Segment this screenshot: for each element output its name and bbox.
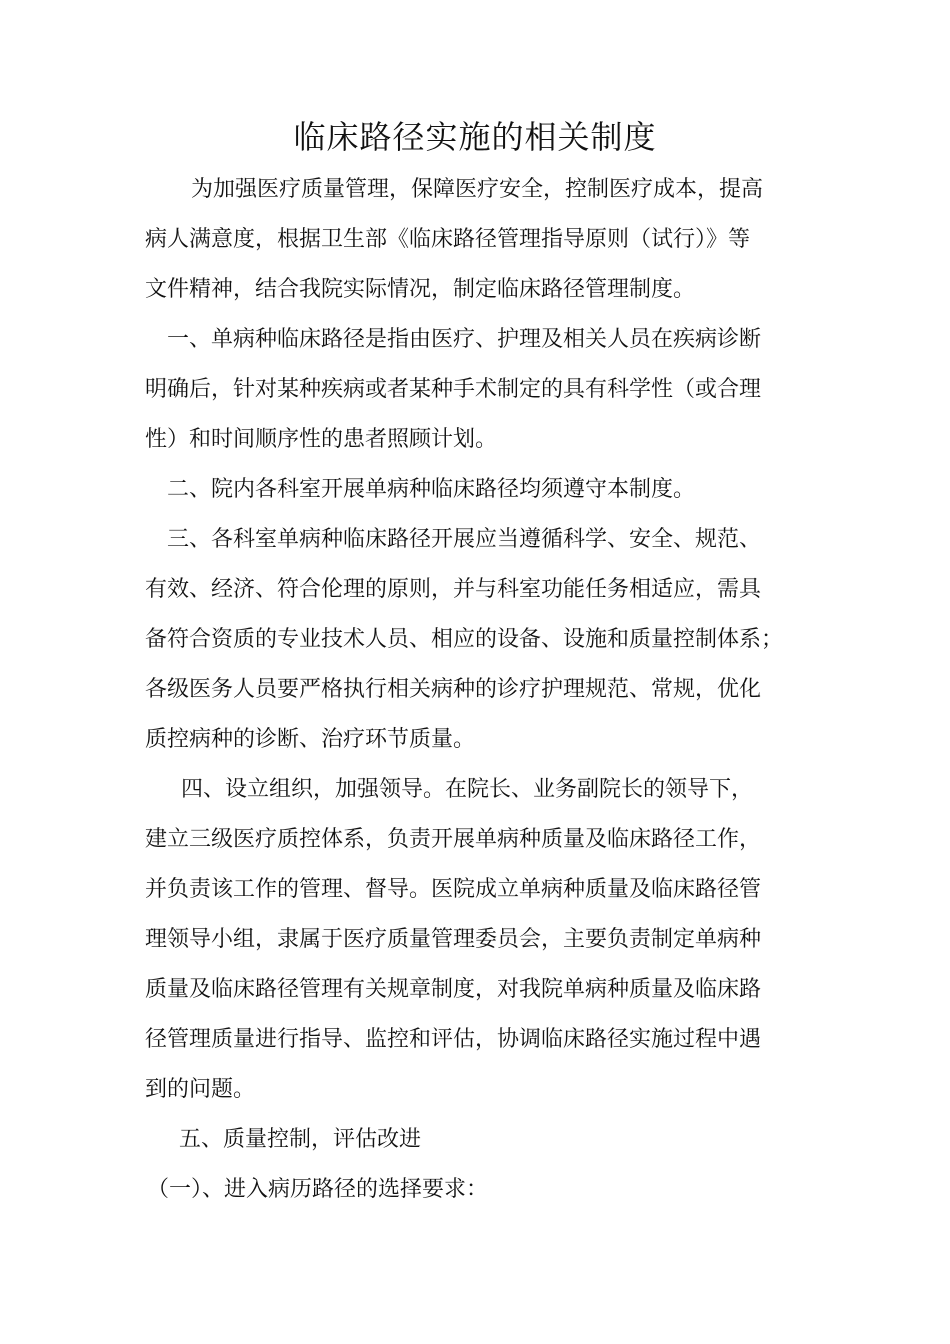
section-4-line-5: 质量及临床路径管理有关规章制度，对我院单病种质量及临床路 [145,977,762,1002]
section-3-line-2: 有效、经济、符合伦理的原则，并与科室功能任务相适应，需具 [145,577,762,602]
section-4-line-4: 理领导小组，隶属于医疗质量管理委员会，主要负责制定单病种 [145,927,762,952]
section-3-line-3: 备符合资质的专业技术人员、相应的设备、设施和质量控制体系； [145,627,784,652]
section-3-line-1: 三、各科室单病种临床路径开展应当遵循科学、安全、规范、 [167,527,762,552]
section-1-line-1: 一、单病种临床路径是指由医疗、护理及相关人员在疾病诊断 [167,327,762,352]
document-title: 临床路径实施的相关制度 [293,118,657,156]
subsection-1-heading: （一）、进入病历路径的选择要求： [147,1177,489,1202]
section-4-line-6: 径管理质量进行指导、监控和评估，协调临床路径实施过程中遇 [145,1027,762,1052]
section-4-line-1: 四、设立组织，加强领导。在院长、业务副院长的领导下， [181,777,754,802]
section-2-line-1: 二、院内各科室开展单病种临床路径均须遵守本制度。 [167,477,696,502]
paragraph-intro-line-1: 为加强医疗质量管理，保障医疗安全，控制医疗成本，提高 [191,177,764,202]
section-3-line-5: 质控病种的诊断、治疗环节质量。 [145,727,476,752]
section-4-line-7: 到的问题。 [145,1077,256,1102]
document-body [145,165,815,1215]
section-1-line-3: 性）和时间顺序性的患者照顾计划。 [145,427,498,452]
section-1-line-2: 明确后，针对某种疾病或者某种手术制定的具有科学性（或合理 [145,377,762,402]
section-5-heading: 五、质量控制，评估改进 [179,1127,422,1152]
section-4-line-2: 建立三级医疗质控体系，负责开展单病种质量及临床路径工作， [145,827,762,852]
paragraph-intro-line-2: 病人满意度，根据卫生部《临床路径管理指导原则（试行）》等 [145,227,751,252]
section-3-line-4: 各级医务人员要严格执行相关病种的诊疗护理规范、常规，优化 [145,677,762,702]
section-4-line-3: 并负责该工作的管理、督导。医院成立单病种质量及临床路径管 [145,877,762,902]
paragraph-intro-line-3: 文件精神，结合我院实际情况，制定临床路径管理制度。 [145,277,696,302]
